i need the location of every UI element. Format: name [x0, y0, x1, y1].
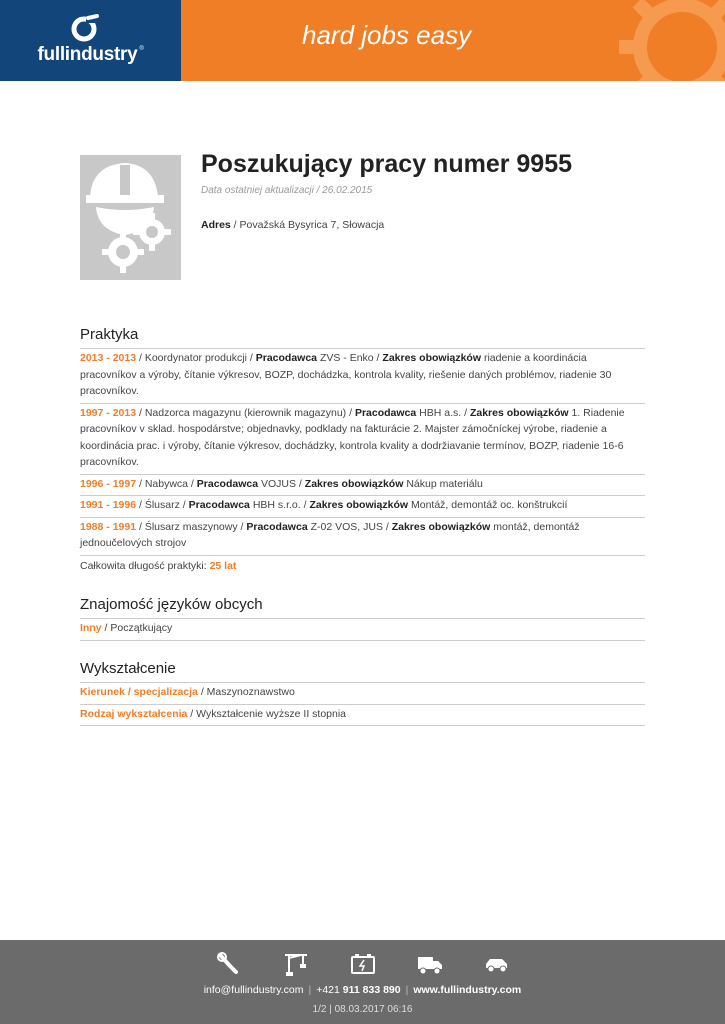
experience-heading: Praktyka	[80, 326, 645, 349]
page-header	[0, 0, 725, 81]
last-updated-date: Data ostatniej aktualizacji / 26.02.2015	[201, 185, 373, 196]
total-experience: Całkowita długość praktyki: 25 lat	[80, 559, 237, 572]
experience-row: 1997 - 2013 / Nadzorca magazynu (kierownik magazynu) / Pracodawca HBH a.s. / Zakres obowiązków 1. Riadenie pracovníkov v sklad. hospodárstve; objednavky, podklady na fakturácie 2. Majster zámočníckej výrobe, riadenie a koordinácia prac. i výroby, čítanie výkresov, dochádzky, kontrola kvality a dodržiavanie termínov, BOZP, riadenie 16-6 pracovníkov.	[80, 404, 645, 475]
crane-icon	[283, 952, 309, 976]
education-row: Kierunek / specjalizacja / Maszynoznawstwo	[80, 683, 645, 705]
wrench-icon	[216, 952, 242, 976]
car-icon	[484, 952, 510, 976]
battery-icon	[350, 952, 376, 976]
brand-logo[interactable]	[0, 0, 181, 81]
education-section	[80, 660, 645, 726]
tagline-banner	[181, 0, 725, 81]
experience-row: 1991 - 1996 / Ślusarz / Pracodawca HBH s.r.o. / Zakres obowiązków Montáž, demontáž oc. konštrukcií	[80, 496, 645, 518]
footer-icons	[0, 952, 725, 976]
gear-watermark-icon	[607, 0, 725, 81]
tagline: hard jobs easy	[302, 20, 472, 50]
candidate-photo-placeholder	[80, 155, 181, 280]
experience-row: 1996 - 1997 / Nabywca / Pracodawca VOJUS / Zakres obowiązków Nákup materiálu	[80, 475, 645, 497]
address: Adres / Považská Bysyrica 7, Słowacja	[201, 219, 385, 231]
language-row: Inny / Początkujący	[80, 619, 645, 641]
logo-mark-icon	[69, 14, 99, 44]
page-info: 1/2 | 08.03.2017 06:16	[312, 1004, 413, 1015]
languages-section	[80, 596, 645, 641]
experience-row: 2013 - 2013 / Koordynator produkcji / Pracodawca ZVS - Enko / Zakres obowiązków riadenie a koordinácia pracovníkov a výroby, čítanie výkresov, BOZP, dochádzka, kontrola kvality, riešenie daných problémov, riadenie 30 pracovníkov.	[80, 349, 645, 404]
worker-helmet-gears-icon	[80, 155, 181, 280]
footer-email[interactable]: info@fullindustry.com	[203, 984, 304, 996]
languages-heading: Znajomość języków obcych	[80, 596, 645, 619]
footer-phone[interactable]: +421 911 833 890	[316, 984, 401, 996]
footer-contact: info@fullindustry.com | +421 911 833 890 | www.fullindustry.com	[203, 984, 522, 996]
education-heading: Wykształcenie	[80, 660, 645, 683]
page-footer	[0, 940, 725, 1024]
education-row: Rodzaj wykształcenia / Wykształcenie wyższe II stopnia	[80, 705, 645, 727]
experience-row: 1988 - 1991 / Ślusarz maszynowy / Pracodawca Z-02 VOS, JUS / Zakres obowiązków montáž, demontáž jednoučelových strojov	[80, 518, 645, 556]
page-title: Poszukujący pracy numer 9955	[201, 150, 573, 178]
brand-name: fullindustry ®	[37, 44, 144, 65]
truck-icon	[417, 952, 443, 976]
footer-website[interactable]: www.fullindustry.com	[413, 984, 522, 996]
experience-section	[80, 326, 645, 572]
